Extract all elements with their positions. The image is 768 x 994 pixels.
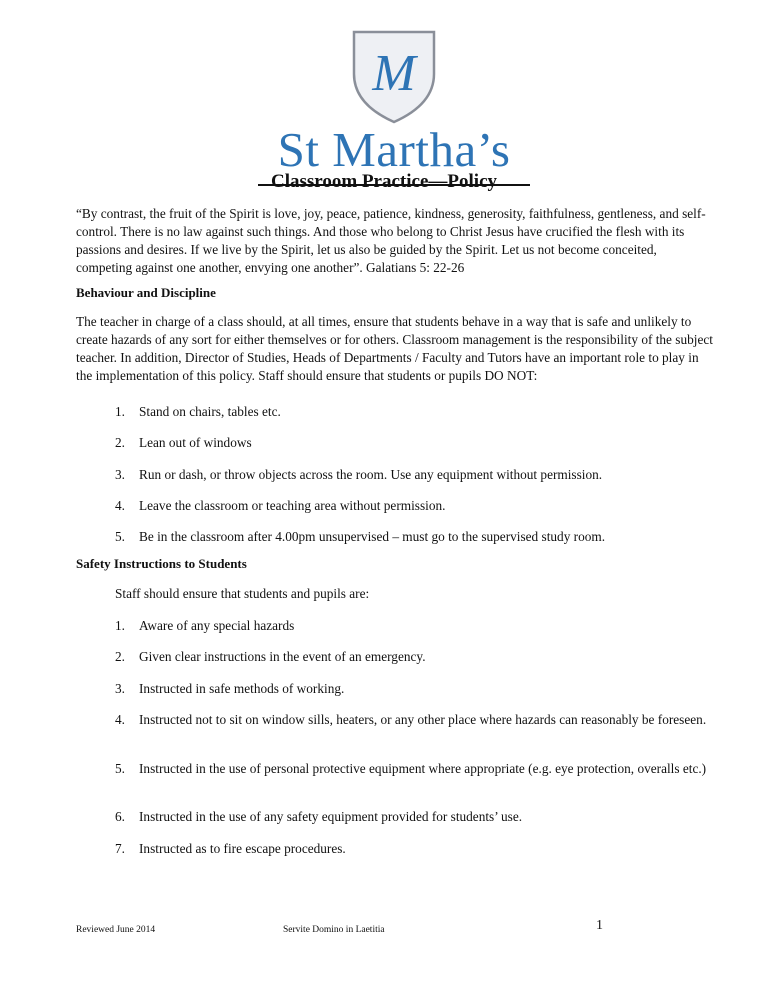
list-item: 7. Instructed as to fire escape procedures. (115, 841, 346, 856)
safety-intro: Staff should ensure that students and pupils are: (115, 586, 370, 601)
list-item: 1. Stand on chairs, tables etc. (115, 404, 281, 419)
list-item: 5. Instructed in the use of personal protective equipment where appropriate (e.g. eye protection, overalls etc.) (115, 761, 707, 776)
school-logo (258, 28, 530, 177)
list-item: 3. Run or dash, or throw objects across the room. Use any equipment without permission. (115, 467, 603, 482)
safety-heading: Safety Instructions to Students (76, 556, 247, 571)
list-item: 1. Aware of any special hazards (115, 618, 295, 633)
list-item: 4. Leave the classroom or teaching area without permission. (115, 498, 446, 513)
list-item: 2. Given clear instructions in the event of an emergency. (115, 649, 426, 664)
behaviour-paragraph: The teacher in charge of a class should, at all times, ensure that students behave in a way that is safe and unlikely to create hazards of any sort for either themselves or for others. Classroom management is the responsibility of the subject teacher. In addition, Director of Studies, Heads of Departments / Faculty and Tutors have an important role to play in the implementation of this policy. Staff should ensure that students or pupils DO NOT: (76, 314, 713, 383)
list-item: 2. Lean out of windows (115, 435, 252, 450)
crest-icon (350, 28, 438, 124)
list-item: 5. Be in the classroom after 4.00pm unsupervised – must go to the supervised study room. (115, 529, 606, 544)
footer-motto: Servite Domino in Laetitia (283, 925, 385, 935)
behaviour-heading: Behaviour and Discipline (76, 285, 216, 300)
crest-letter: M (372, 45, 416, 102)
list-item: 3. Instructed in safe methods of working. (115, 681, 345, 696)
list-item: 6. Instructed in the use of any safety equipment provided for students’ use. (115, 809, 523, 824)
school-name: St Martha’s (277, 122, 511, 177)
page-title: Classroom Practice—Policy (271, 171, 497, 192)
scripture-quote: “By contrast, the fruit of the Spirit is love, joy, peace, patience, kindness, generosity, faithfulness, gentleness, and self-control. There is no law against such things. And those who belong to Christ Jesus have crucified the flesh with its passions and desires. If we live by the Spirit, let us also be guided by the Spirit. Let us not become conceited, competing against one another, envying one another”. Galatians 5: 22-26 (76, 206, 706, 275)
footer-reviewed: Reviewed June 2014 (76, 925, 156, 935)
list-item: 4. Instructed not to sit on window sills, heaters, or any other place where hazards can reasonably be foreseen. (115, 712, 707, 727)
page-number: 1 (596, 918, 603, 933)
